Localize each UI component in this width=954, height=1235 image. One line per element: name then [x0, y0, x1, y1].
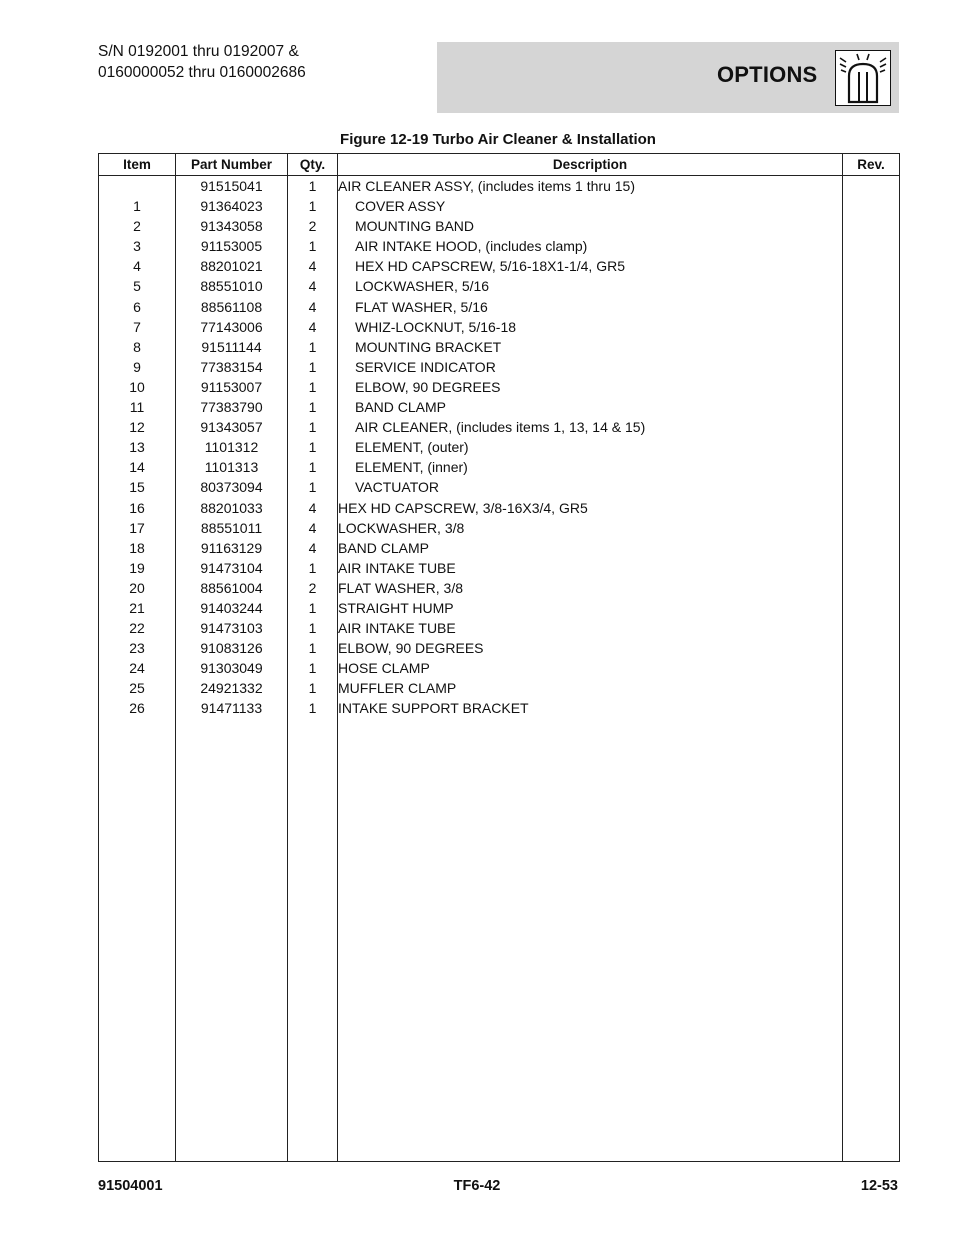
qty-cell: 4	[288, 498, 338, 518]
rev-cell	[843, 397, 900, 417]
part-number-cell: 88551011	[176, 518, 288, 538]
part-number-cell: 24921332	[176, 678, 288, 698]
rev-cell	[843, 196, 900, 216]
item-cell: 19	[99, 558, 176, 578]
table-row	[99, 337, 900, 357]
rev-cell	[843, 317, 900, 337]
serial-line-2: 0160000052 thru 0160002686	[98, 64, 306, 81]
part-number-cell: 91343058	[176, 216, 288, 236]
table-row	[99, 578, 900, 598]
part-number-cell: 77383790	[176, 397, 288, 417]
description-cell: LOCKWASHER, 3/8	[338, 518, 843, 538]
item-cell: 15	[99, 477, 176, 497]
part-number-cell: 91163129	[176, 538, 288, 558]
parts-table	[98, 153, 900, 1162]
table-row	[99, 377, 900, 397]
table-row	[99, 357, 900, 377]
rev-cell	[843, 578, 900, 598]
description-cell: ELBOW, 90 DEGREES	[338, 377, 843, 397]
table-row	[99, 457, 900, 477]
part-number-cell: 88561004	[176, 578, 288, 598]
description-cell: ELEMENT, (inner)	[338, 457, 843, 477]
description-cell: STRAIGHT HUMP	[338, 598, 843, 618]
qty-cell: 1	[288, 477, 338, 497]
qty-cell: 1	[288, 377, 338, 397]
qty-cell: 4	[288, 518, 338, 538]
qty-cell: 1	[288, 638, 338, 658]
rev-cell	[843, 236, 900, 256]
table-row	[99, 558, 900, 578]
rev-cell	[843, 678, 900, 698]
column-header-rev: Rev.	[843, 154, 900, 176]
footer-page-number: 12-53	[860, 1178, 898, 1194]
filler-cell	[338, 719, 843, 1162]
item-cell: 14	[99, 457, 176, 477]
qty-cell: 1	[288, 357, 338, 377]
figure-title: Figure 12-19 Turbo Air Cleaner & Installation	[340, 131, 656, 148]
rev-cell	[843, 477, 900, 497]
column-header-description: Description	[338, 154, 843, 176]
description-cell: FLAT WASHER, 5/16	[338, 297, 843, 317]
item-cell: 7	[99, 317, 176, 337]
item-cell	[99, 176, 176, 197]
qty-cell: 1	[288, 558, 338, 578]
qty-cell: 4	[288, 317, 338, 337]
table-filler-row	[99, 719, 900, 1162]
table-row	[99, 477, 900, 497]
description-cell: MOUNTING BAND	[338, 216, 843, 236]
description-cell: INTAKE SUPPORT BRACKET	[338, 698, 843, 718]
description-cell: MUFFLER CLAMP	[338, 678, 843, 698]
column-header-part-number: Part Number	[176, 154, 288, 176]
rev-cell	[843, 598, 900, 618]
qty-cell: 1	[288, 196, 338, 216]
item-cell: 12	[99, 417, 176, 437]
table-row	[99, 498, 900, 518]
options-lamp-icon	[835, 50, 891, 106]
table-row	[99, 236, 900, 256]
table-row	[99, 317, 900, 337]
column-header-qty: Qty.	[288, 154, 338, 176]
table-row	[99, 618, 900, 638]
part-number-cell: 88561108	[176, 297, 288, 317]
description-cell: AIR INTAKE HOOD, (includes clamp)	[338, 236, 843, 256]
table-row	[99, 216, 900, 236]
table-row	[99, 256, 900, 276]
qty-cell: 1	[288, 397, 338, 417]
serial-number-range	[98, 41, 306, 83]
item-cell: 5	[99, 276, 176, 296]
part-number-cell: 77383154	[176, 357, 288, 377]
item-cell: 24	[99, 658, 176, 678]
column-header-item: Item	[99, 154, 176, 176]
description-cell: HOSE CLAMP	[338, 658, 843, 678]
description-cell: ELBOW, 90 DEGREES	[338, 638, 843, 658]
qty-cell: 1	[288, 176, 338, 197]
qty-cell: 1	[288, 698, 338, 718]
description-cell: HEX HD CAPSCREW, 5/16-18X1-1/4, GR5	[338, 256, 843, 276]
filler-cell	[99, 719, 176, 1162]
table-row	[99, 397, 900, 417]
description-cell: MOUNTING BRACKET	[338, 337, 843, 357]
item-cell: 17	[99, 518, 176, 538]
description-cell: HEX HD CAPSCREW, 3/8-16X3/4, GR5	[338, 498, 843, 518]
rev-cell	[843, 357, 900, 377]
filler-cell	[843, 719, 900, 1162]
table-row	[99, 176, 900, 197]
table-row	[99, 638, 900, 658]
description-cell: SERVICE INDICATOR	[338, 357, 843, 377]
rev-cell	[843, 618, 900, 638]
qty-cell: 1	[288, 678, 338, 698]
qty-cell: 1	[288, 437, 338, 457]
item-cell: 13	[99, 437, 176, 457]
description-cell: AIR INTAKE TUBE	[338, 558, 843, 578]
item-cell: 21	[99, 598, 176, 618]
qty-cell: 1	[288, 457, 338, 477]
table-row	[99, 276, 900, 296]
part-number-cell: 88551010	[176, 276, 288, 296]
item-cell: 8	[99, 337, 176, 357]
rev-cell	[843, 297, 900, 317]
table-header-row	[99, 154, 900, 176]
item-cell: 6	[99, 297, 176, 317]
rev-cell	[843, 417, 900, 437]
rev-cell	[843, 638, 900, 658]
section-title: OPTIONS	[717, 62, 818, 87]
table-row	[99, 698, 900, 718]
parts-table-body	[99, 176, 900, 1162]
qty-cell: 2	[288, 216, 338, 236]
rev-cell	[843, 437, 900, 457]
rev-cell	[843, 518, 900, 538]
qty-cell: 2	[288, 578, 338, 598]
rev-cell	[843, 337, 900, 357]
item-cell: 1	[99, 196, 176, 216]
rev-cell	[843, 538, 900, 558]
rev-cell	[843, 457, 900, 477]
item-cell: 2	[99, 216, 176, 236]
description-cell: ELEMENT, (outer)	[338, 437, 843, 457]
qty-cell: 1	[288, 236, 338, 256]
description-cell: AIR CLEANER, (includes items 1, 13, 14 & 15)	[338, 417, 843, 437]
qty-cell: 4	[288, 276, 338, 296]
qty-cell: 1	[288, 417, 338, 437]
description-cell: AIR CLEANER ASSY, (includes items 1 thru 15)	[338, 176, 843, 197]
item-cell: 3	[99, 236, 176, 256]
footer-model: TF6-42	[453, 1178, 501, 1194]
item-cell: 11	[99, 397, 176, 417]
item-cell: 26	[99, 698, 176, 718]
table-row	[99, 598, 900, 618]
part-number-cell: 91153005	[176, 236, 288, 256]
table-row	[99, 196, 900, 216]
qty-cell: 4	[288, 297, 338, 317]
rev-cell	[843, 377, 900, 397]
rev-cell	[843, 256, 900, 276]
item-cell: 18	[99, 538, 176, 558]
rev-cell	[843, 658, 900, 678]
description-cell: COVER ASSY	[338, 196, 843, 216]
part-number-cell: 91473104	[176, 558, 288, 578]
part-number-cell: 91083126	[176, 638, 288, 658]
item-cell: 20	[99, 578, 176, 598]
rev-cell	[843, 558, 900, 578]
part-number-cell: 91364023	[176, 196, 288, 216]
part-number-cell: 91343057	[176, 417, 288, 437]
qty-cell: 1	[288, 337, 338, 357]
description-cell: BAND CLAMP	[338, 538, 843, 558]
qty-cell: 4	[288, 256, 338, 276]
table-row	[99, 518, 900, 538]
serial-line-1: S/N 0192001 thru 0192007 &	[98, 43, 299, 60]
table-row	[99, 538, 900, 558]
part-number-cell: 80373094	[176, 477, 288, 497]
part-number-cell: 91403244	[176, 598, 288, 618]
qty-cell: 1	[288, 618, 338, 638]
item-cell: 9	[99, 357, 176, 377]
part-number-cell: 1101313	[176, 457, 288, 477]
description-cell: WHIZ-LOCKNUT, 5/16-18	[338, 317, 843, 337]
footer-doc-number: 91504001	[98, 1178, 163, 1194]
qty-cell: 4	[288, 538, 338, 558]
rev-cell	[843, 216, 900, 236]
table-row	[99, 678, 900, 698]
part-number-cell: 91303049	[176, 658, 288, 678]
qty-cell: 1	[288, 658, 338, 678]
description-cell: FLAT WASHER, 3/8	[338, 578, 843, 598]
rev-cell	[843, 176, 900, 197]
item-cell: 10	[99, 377, 176, 397]
table-row	[99, 297, 900, 317]
part-number-cell: 91471133	[176, 698, 288, 718]
filler-cell	[288, 719, 338, 1162]
table-row	[99, 658, 900, 678]
part-number-cell: 91511144	[176, 337, 288, 357]
description-cell: VACTUATOR	[338, 477, 843, 497]
item-cell: 25	[99, 678, 176, 698]
rev-cell	[843, 276, 900, 296]
part-number-cell: 91515041	[176, 176, 288, 197]
part-number-cell: 88201021	[176, 256, 288, 276]
table-row	[99, 437, 900, 457]
table-row	[99, 417, 900, 437]
item-cell: 22	[99, 618, 176, 638]
part-number-cell: 88201033	[176, 498, 288, 518]
item-cell: 16	[99, 498, 176, 518]
description-cell: BAND CLAMP	[338, 397, 843, 417]
filler-cell	[176, 719, 288, 1162]
rev-cell	[843, 698, 900, 718]
part-number-cell: 1101312	[176, 437, 288, 457]
part-number-cell: 91473103	[176, 618, 288, 638]
item-cell: 23	[99, 638, 176, 658]
qty-cell: 1	[288, 598, 338, 618]
description-cell: LOCKWASHER, 5/16	[338, 276, 843, 296]
rev-cell	[843, 498, 900, 518]
item-cell: 4	[99, 256, 176, 276]
description-cell: AIR INTAKE TUBE	[338, 618, 843, 638]
part-number-cell: 77143006	[176, 317, 288, 337]
part-number-cell: 91153007	[176, 377, 288, 397]
section-banner	[437, 42, 899, 113]
